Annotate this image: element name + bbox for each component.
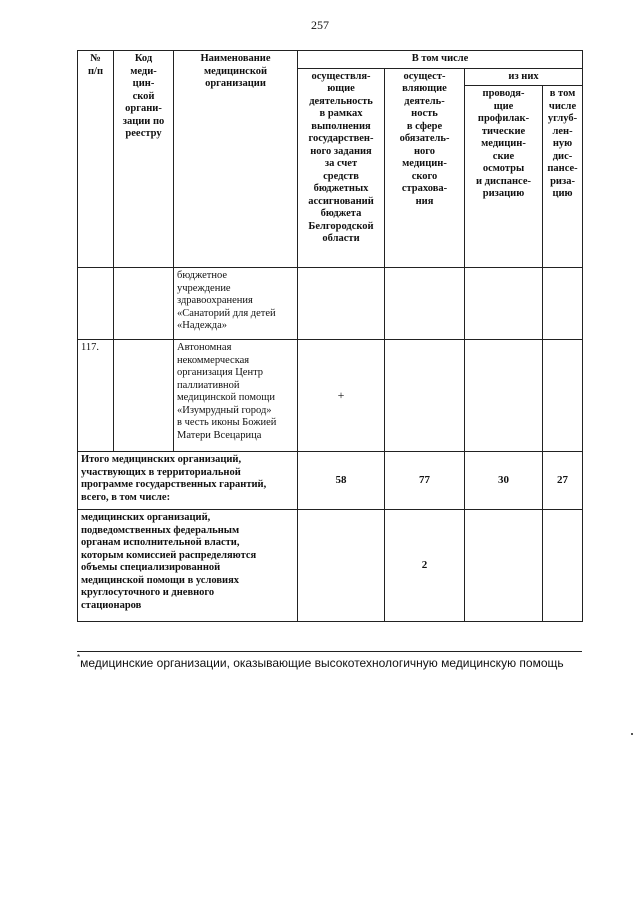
row-name: бюджетное учреждение здравоохранения «Санаторий для детей «Надежда» [174, 268, 298, 340]
row-code [114, 268, 174, 340]
medical-organizations-table [77, 50, 583, 622]
header-budget: осуществля- ющие деятельность в рамках выполнения государствен- ного задания за счет средств бюджетных ассигнований бюджета Белгородской области [298, 68, 385, 268]
header-of-them: из них [465, 68, 583, 86]
row-prof [465, 268, 543, 340]
header-in-total: В том числе [298, 51, 583, 69]
federal-budget [298, 510, 385, 622]
row-budget [298, 268, 385, 340]
footnote-divider [77, 651, 582, 652]
total-oms: 77 [385, 452, 465, 510]
footnote-text: медицинские организации, оказывающие высокотехнологичную медицинскую помощь [80, 656, 564, 670]
row-num: 117. [78, 340, 114, 452]
total-deep: 27 [543, 452, 583, 510]
row-oms [385, 340, 465, 452]
federal-row [78, 510, 583, 622]
row-deep [543, 268, 583, 340]
federal-oms: 2 [385, 510, 465, 622]
table-row [78, 268, 583, 340]
total-budget: 58 [298, 452, 385, 510]
total-row [78, 452, 583, 510]
header-code: Код меди- цин- ской органи- зации по реестру [114, 51, 174, 268]
total-prof: 30 [465, 452, 543, 510]
federal-prof [465, 510, 543, 622]
federal-label: медицинских организаций, подведомственных федеральным органам исполнительной власти, которым комиссией распределяются объемы специализированной медицинской помощи в условиях круглосуточного и дневного стационаров [78, 510, 298, 622]
header-num: № п/п [78, 51, 114, 268]
header-row-1 [78, 51, 583, 69]
page-number: 257 [311, 18, 329, 32]
row-budget: + [298, 340, 385, 452]
federal-deep [543, 510, 583, 622]
row-code [114, 340, 174, 452]
header-name: Наименование медицинской организации [174, 51, 298, 268]
header-deep: в том числе углуб- лен- ную дис- пансе- риза- цию [543, 86, 583, 268]
total-label: Итого медицинских организаций, участвующих в территориальной программе государственных гарантий, всего, в том числе: [78, 452, 298, 510]
row-deep [543, 340, 583, 452]
row-prof [465, 340, 543, 452]
row-num [78, 268, 114, 340]
scan-artifact-dot [631, 733, 633, 735]
header-prof: проводя- щие профилак- тические медицин- ские осмотры и диспансе- ризацию [465, 86, 543, 268]
row-oms [385, 268, 465, 340]
header-oms: осущест- вляющие деятель- ность в сфере обязатель- ного медицин- ского страхова- ния [385, 68, 465, 268]
footnote-marker: * [77, 653, 81, 662]
footnote [77, 653, 617, 670]
table-row [78, 340, 583, 452]
row-name: Автономная некоммерческая организация Центр паллиативной медицинской помощи «Изумрудный город» в честь иконы Божией Матери Всецарица [174, 340, 298, 452]
